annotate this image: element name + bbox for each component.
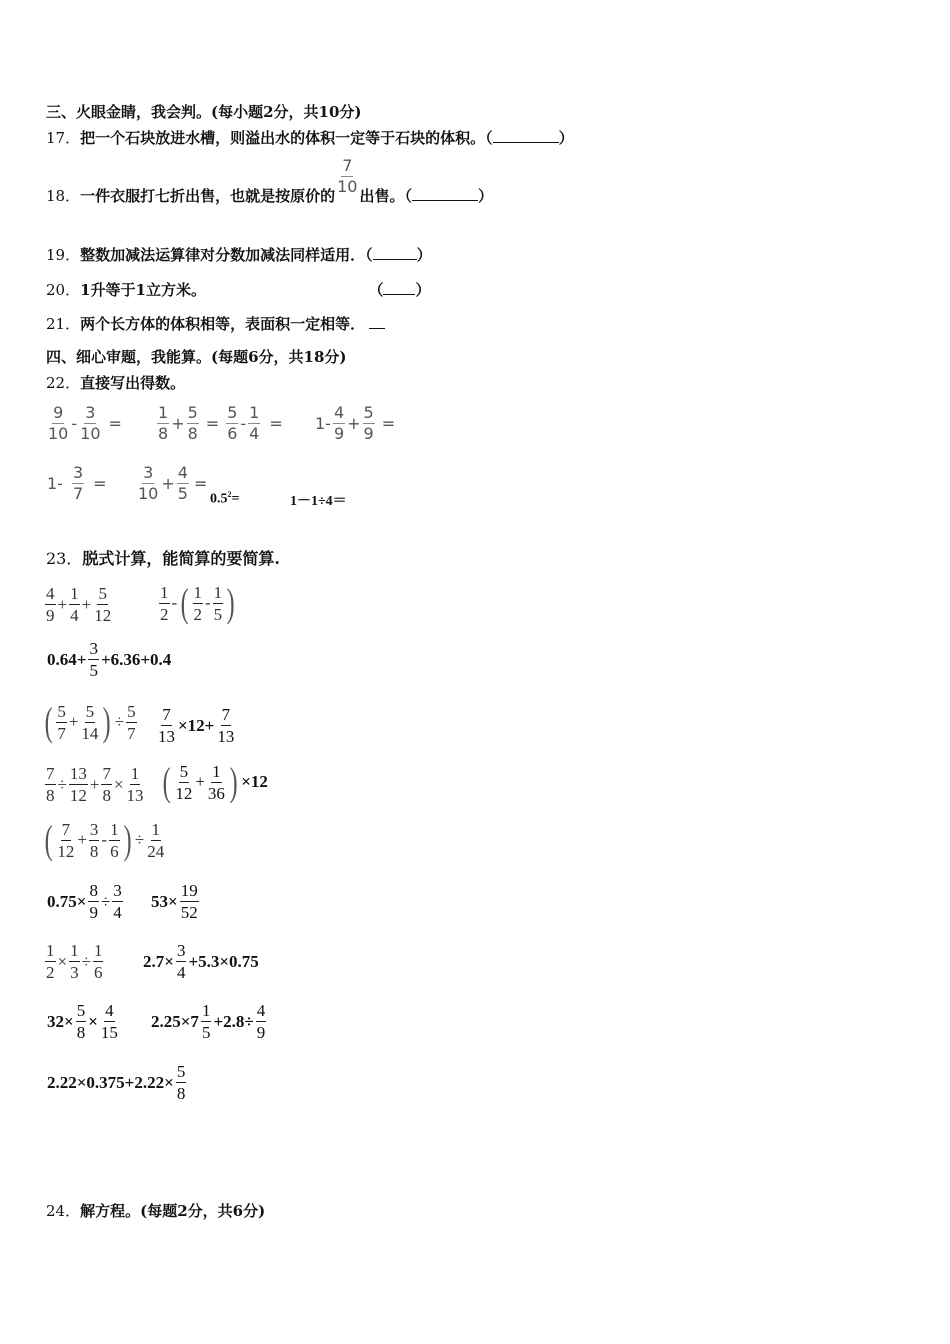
denominator: 12 (57, 841, 75, 861)
denominator: 9 (46, 606, 55, 625)
fraction (109, 821, 120, 860)
q21-number: 21． (46, 315, 81, 333)
denominator: 12 (69, 786, 87, 805)
numerator: 3 (176, 941, 186, 960)
parenthesis: ( (162, 759, 171, 804)
fraction (45, 765, 56, 804)
q22-expr-2 (156, 405, 284, 442)
denominator: 5 (89, 661, 98, 680)
q21-text: 两个长方体的体积相等，表面积一定相等． (80, 315, 366, 333)
numerator: 3 (89, 819, 99, 839)
operator: - (240, 414, 247, 433)
fraction (137, 465, 159, 502)
q23-expr-r8a (46, 1002, 120, 1041)
denominator: 9 (333, 424, 345, 443)
numerator: 9 (53, 403, 64, 422)
question-22 (46, 373, 185, 393)
fraction (69, 765, 88, 804)
q22-expr-1 (46, 405, 123, 442)
numerator: 3 (143, 463, 154, 482)
operator: = (93, 474, 107, 493)
q23-expr-r9 (46, 1063, 187, 1102)
q19-close: ） (416, 246, 432, 264)
denominator: 14 (81, 723, 99, 743)
denominator: 12 (94, 606, 112, 625)
fraction (56, 821, 75, 860)
operator: 0.75× (47, 891, 87, 911)
q22-number: 22． (46, 374, 81, 392)
operator: + (347, 414, 361, 433)
fraction (93, 942, 104, 981)
operator: 2.7× (143, 951, 174, 971)
q22-expr-5 (136, 465, 208, 502)
fraction (45, 942, 56, 981)
operator: 2.25×7 (151, 1011, 199, 1031)
denominator: 5 (213, 604, 223, 624)
denominator: 7 (127, 723, 136, 743)
operator: 2.22×0.375+2.22× (47, 1072, 174, 1092)
denominator: 12 (175, 783, 193, 803)
q17-close: ） (558, 129, 574, 147)
numerator: 4 (177, 463, 188, 482)
question-21 (46, 314, 385, 334)
fraction (126, 703, 137, 742)
operator: ×12 (241, 772, 268, 791)
fraction (248, 405, 260, 442)
numerator: 7 (102, 764, 111, 783)
denominator: 10 (337, 177, 358, 196)
denominator: 8 (89, 841, 99, 861)
q17-answer-blank[interactable] (493, 128, 559, 143)
operator: = (381, 414, 396, 433)
operator: ÷ (100, 891, 111, 911)
numerator: 7 (342, 156, 353, 175)
operator: 0.64+ (47, 649, 87, 669)
fraction (157, 706, 176, 745)
parenthesis: ( (44, 699, 53, 744)
numerator: 5 (176, 1062, 186, 1081)
question-19 (46, 245, 432, 265)
operator: ÷ (57, 774, 67, 794)
denominator: 6 (93, 963, 103, 982)
q23-expr-r5 (42, 817, 166, 862)
denominator: 8 (176, 1084, 186, 1103)
q23-expr-r3a (42, 699, 138, 744)
question-24 (46, 1201, 265, 1221)
q18-close: ） (477, 187, 493, 205)
operator: +6.36+0.4 (100, 649, 172, 669)
operator: × (57, 951, 68, 971)
operator: - (171, 593, 178, 612)
fraction (72, 465, 84, 502)
denominator: 4 (176, 963, 186, 982)
fraction (93, 585, 112, 624)
fraction (45, 585, 56, 624)
numerator: 1 (70, 941, 79, 960)
q24-number: 24． (46, 1202, 81, 1220)
parenthesis: ) (229, 759, 238, 804)
q18-text-b: 出售。（ (359, 187, 412, 205)
denominator: 8 (187, 424, 198, 443)
q23-number: 23． (46, 549, 83, 568)
denominator: 7 (57, 723, 66, 743)
q23-expr-r4a (44, 765, 146, 804)
fraction (216, 706, 235, 745)
operator: ×12+ (178, 715, 215, 735)
operator: + (161, 474, 175, 493)
numerator: 5 (76, 1001, 86, 1020)
operator: 1- (47, 474, 63, 493)
fraction (226, 405, 238, 442)
denominator: 13 (158, 727, 175, 746)
q22-text: 直接写出得数。 (80, 374, 186, 392)
q20-close: ） (415, 281, 431, 299)
fraction (159, 584, 170, 623)
fraction (69, 942, 80, 981)
operator: - (205, 593, 211, 612)
numerator: 1 (93, 941, 103, 960)
numerator: 5 (57, 701, 66, 721)
denominator: 4 (249, 424, 260, 443)
numerator: 1 (110, 819, 119, 839)
q24-text: 解方程。(每题2分，共6分) (80, 1202, 266, 1220)
numerator: 5 (187, 403, 198, 422)
fraction (187, 405, 199, 442)
q23-expr-r1a (44, 585, 113, 624)
numerator: 1 (46, 941, 55, 960)
q23-expr-r6b (150, 882, 200, 921)
operator: + (68, 712, 79, 731)
q23-expr-r8b (150, 1002, 267, 1041)
q22-expr-7: 1－1÷4＝ (290, 494, 347, 509)
denominator: 10 (138, 484, 159, 503)
operator: + (81, 594, 92, 614)
denominator: 6 (110, 841, 119, 861)
q20-number: 20． (46, 281, 81, 299)
denominator: 24 (147, 841, 165, 861)
numerator: 5 (363, 403, 374, 422)
question-17 (46, 128, 574, 148)
q20-text: 1升等于1立方米。 (80, 281, 206, 299)
operator: + (77, 830, 87, 849)
numerator: 7 (46, 764, 55, 783)
parenthesis: ( (44, 817, 53, 862)
numerator: 8 (89, 881, 98, 900)
question-23 (46, 549, 280, 569)
numerator: 5 (127, 701, 136, 721)
fraction (176, 1063, 187, 1102)
numerator: 1 (193, 582, 202, 602)
numerator: 5 (98, 584, 107, 603)
numerator: 3 (85, 403, 96, 422)
operator: 32× (47, 1011, 74, 1031)
q23-expr-r7b (142, 942, 260, 981)
fraction (89, 821, 100, 860)
fraction (146, 821, 165, 860)
q18-number: 18． (46, 187, 81, 205)
fraction (201, 1002, 212, 1041)
operator: ÷ (81, 951, 91, 971)
numerator: 4 (256, 1001, 266, 1020)
fraction (69, 585, 80, 624)
denominator: 6 (227, 424, 238, 443)
fraction (100, 1002, 119, 1041)
q18-answer-blank[interactable] (412, 186, 478, 201)
denominator: 10 (48, 424, 69, 443)
denominator: 9 (89, 903, 98, 922)
fraction (101, 765, 112, 804)
numerator: 1 (130, 764, 140, 783)
section4-title: 四、细心审题，我能算。(每题6分，共18分) (46, 348, 347, 366)
numerator: 1 (151, 819, 161, 839)
q23-expr-r3b (156, 706, 236, 745)
fraction (213, 584, 224, 623)
parenthesis: ) (123, 817, 132, 862)
q20-open: （ (375, 281, 384, 299)
operator: = (108, 414, 122, 433)
denominator: 10 (80, 424, 101, 443)
numerator: 7 (61, 819, 71, 839)
fraction (157, 405, 169, 442)
numerator: 4 (333, 403, 345, 422)
fraction (76, 1002, 87, 1041)
q23-expr-r4b (160, 759, 269, 804)
operator: - (101, 830, 108, 849)
denominator: 13 (126, 786, 144, 805)
numerator: 1 (249, 403, 260, 422)
numerator: 4 (46, 584, 55, 603)
numerator: 1 (158, 403, 169, 422)
question-18 (46, 156, 493, 205)
fraction (79, 405, 101, 442)
denominator: 8 (102, 786, 111, 805)
fraction (112, 882, 123, 921)
denominator: 36 (207, 783, 225, 803)
numerator: 3 (72, 463, 84, 482)
fraction (174, 763, 193, 802)
q18-text-a: 一件衣服打七折出售，也就是按原价的 (80, 187, 336, 205)
numerator: 5 (179, 761, 189, 781)
denominator: 2 (160, 604, 169, 624)
denominator: 2 (193, 604, 202, 624)
operator: + (57, 594, 68, 614)
operator: × (113, 774, 124, 794)
q22-expr-6: $0.5^2=$ (210, 490, 240, 507)
numerator: 7 (162, 705, 171, 724)
fraction (207, 763, 226, 802)
operator: + (171, 414, 185, 433)
denominator: 15 (100, 1023, 118, 1042)
operator: + (195, 772, 205, 791)
numerator: 1 (160, 582, 169, 602)
denominator: 8 (46, 786, 55, 805)
section3-title: 三、火眼金睛，我会判。(每小题2分，共10分) (46, 103, 362, 121)
denominator: 13 (217, 727, 235, 746)
denominator: 5 (201, 1023, 211, 1042)
numerator: 1 (70, 584, 79, 603)
numerator: 3 (89, 639, 98, 658)
q23-expr-r1b (158, 580, 238, 625)
q20-answer-blank[interactable] (383, 280, 415, 295)
fraction (180, 882, 199, 921)
operator: +2.8÷ (213, 1011, 254, 1031)
fraction (88, 882, 99, 921)
numerator: 3 (113, 881, 122, 900)
numerator: 19 (180, 881, 198, 900)
question-20 (46, 280, 431, 300)
q19-number: 19． (46, 246, 81, 264)
fraction (47, 405, 69, 442)
operator: = (269, 414, 283, 433)
fraction (126, 765, 145, 804)
denominator: 7 (72, 484, 84, 503)
q23-text: 脱式计算，能简算的要简算. (82, 549, 280, 568)
fraction (176, 942, 187, 981)
numerator: 5 (85, 701, 95, 721)
q23-expr-r6a (46, 882, 124, 921)
fraction (333, 405, 345, 442)
q22-expr-3 (314, 405, 396, 442)
parenthesis: ( (180, 580, 189, 625)
denominator: 8 (76, 1023, 86, 1042)
fraction (177, 465, 189, 502)
fraction (56, 703, 67, 742)
fraction (363, 405, 375, 442)
denominator: 4 (113, 903, 122, 922)
operator: 53× (151, 891, 178, 911)
operator: + (89, 774, 100, 794)
q17-text: 把一个石块放进水槽，则溢出水的体积一定等于石块的体积。（ (80, 129, 493, 147)
q19-answer-blank[interactable] (373, 245, 417, 260)
numerator: 7 (221, 705, 231, 724)
fraction (80, 703, 99, 742)
denominator: 52 (180, 903, 198, 922)
operator: 1- (315, 414, 331, 433)
denominator: 9 (256, 1023, 266, 1042)
denominator: 5 (177, 484, 188, 503)
q17-number: 17． (46, 129, 81, 147)
denominator: 3 (70, 963, 79, 982)
q23-expr-r2 (46, 640, 172, 679)
operator: = (193, 474, 208, 493)
operator: - (71, 414, 78, 433)
operator: = (205, 414, 220, 433)
numerator: 1 (201, 1001, 211, 1020)
numerator: 1 (212, 761, 221, 781)
parenthesis: ) (103, 699, 112, 744)
operator: ÷ (134, 830, 145, 849)
q21-answer-blank[interactable] (369, 314, 385, 329)
q18-fraction (336, 158, 358, 195)
operator: +5.3×0.75 (188, 951, 259, 971)
numerator: 13 (69, 764, 87, 783)
fraction (256, 1002, 267, 1041)
q23-expr-r7a (44, 942, 104, 981)
denominator: 2 (46, 963, 55, 982)
operator: ÷ (114, 712, 125, 731)
fraction (193, 584, 204, 623)
operator: × (88, 1011, 98, 1031)
parenthesis: ) (226, 580, 235, 625)
numerator: 4 (105, 1001, 114, 1020)
denominator: 8 (158, 424, 169, 443)
denominator: 4 (70, 606, 79, 625)
numerator: 1 (213, 582, 223, 602)
q22-expr-4 (46, 465, 108, 502)
denominator: 9 (363, 424, 374, 443)
q19-text: 整数加减法运算律对分数加减法同样适用．（ (80, 246, 373, 264)
numerator: 5 (227, 403, 238, 422)
fraction (88, 640, 99, 679)
